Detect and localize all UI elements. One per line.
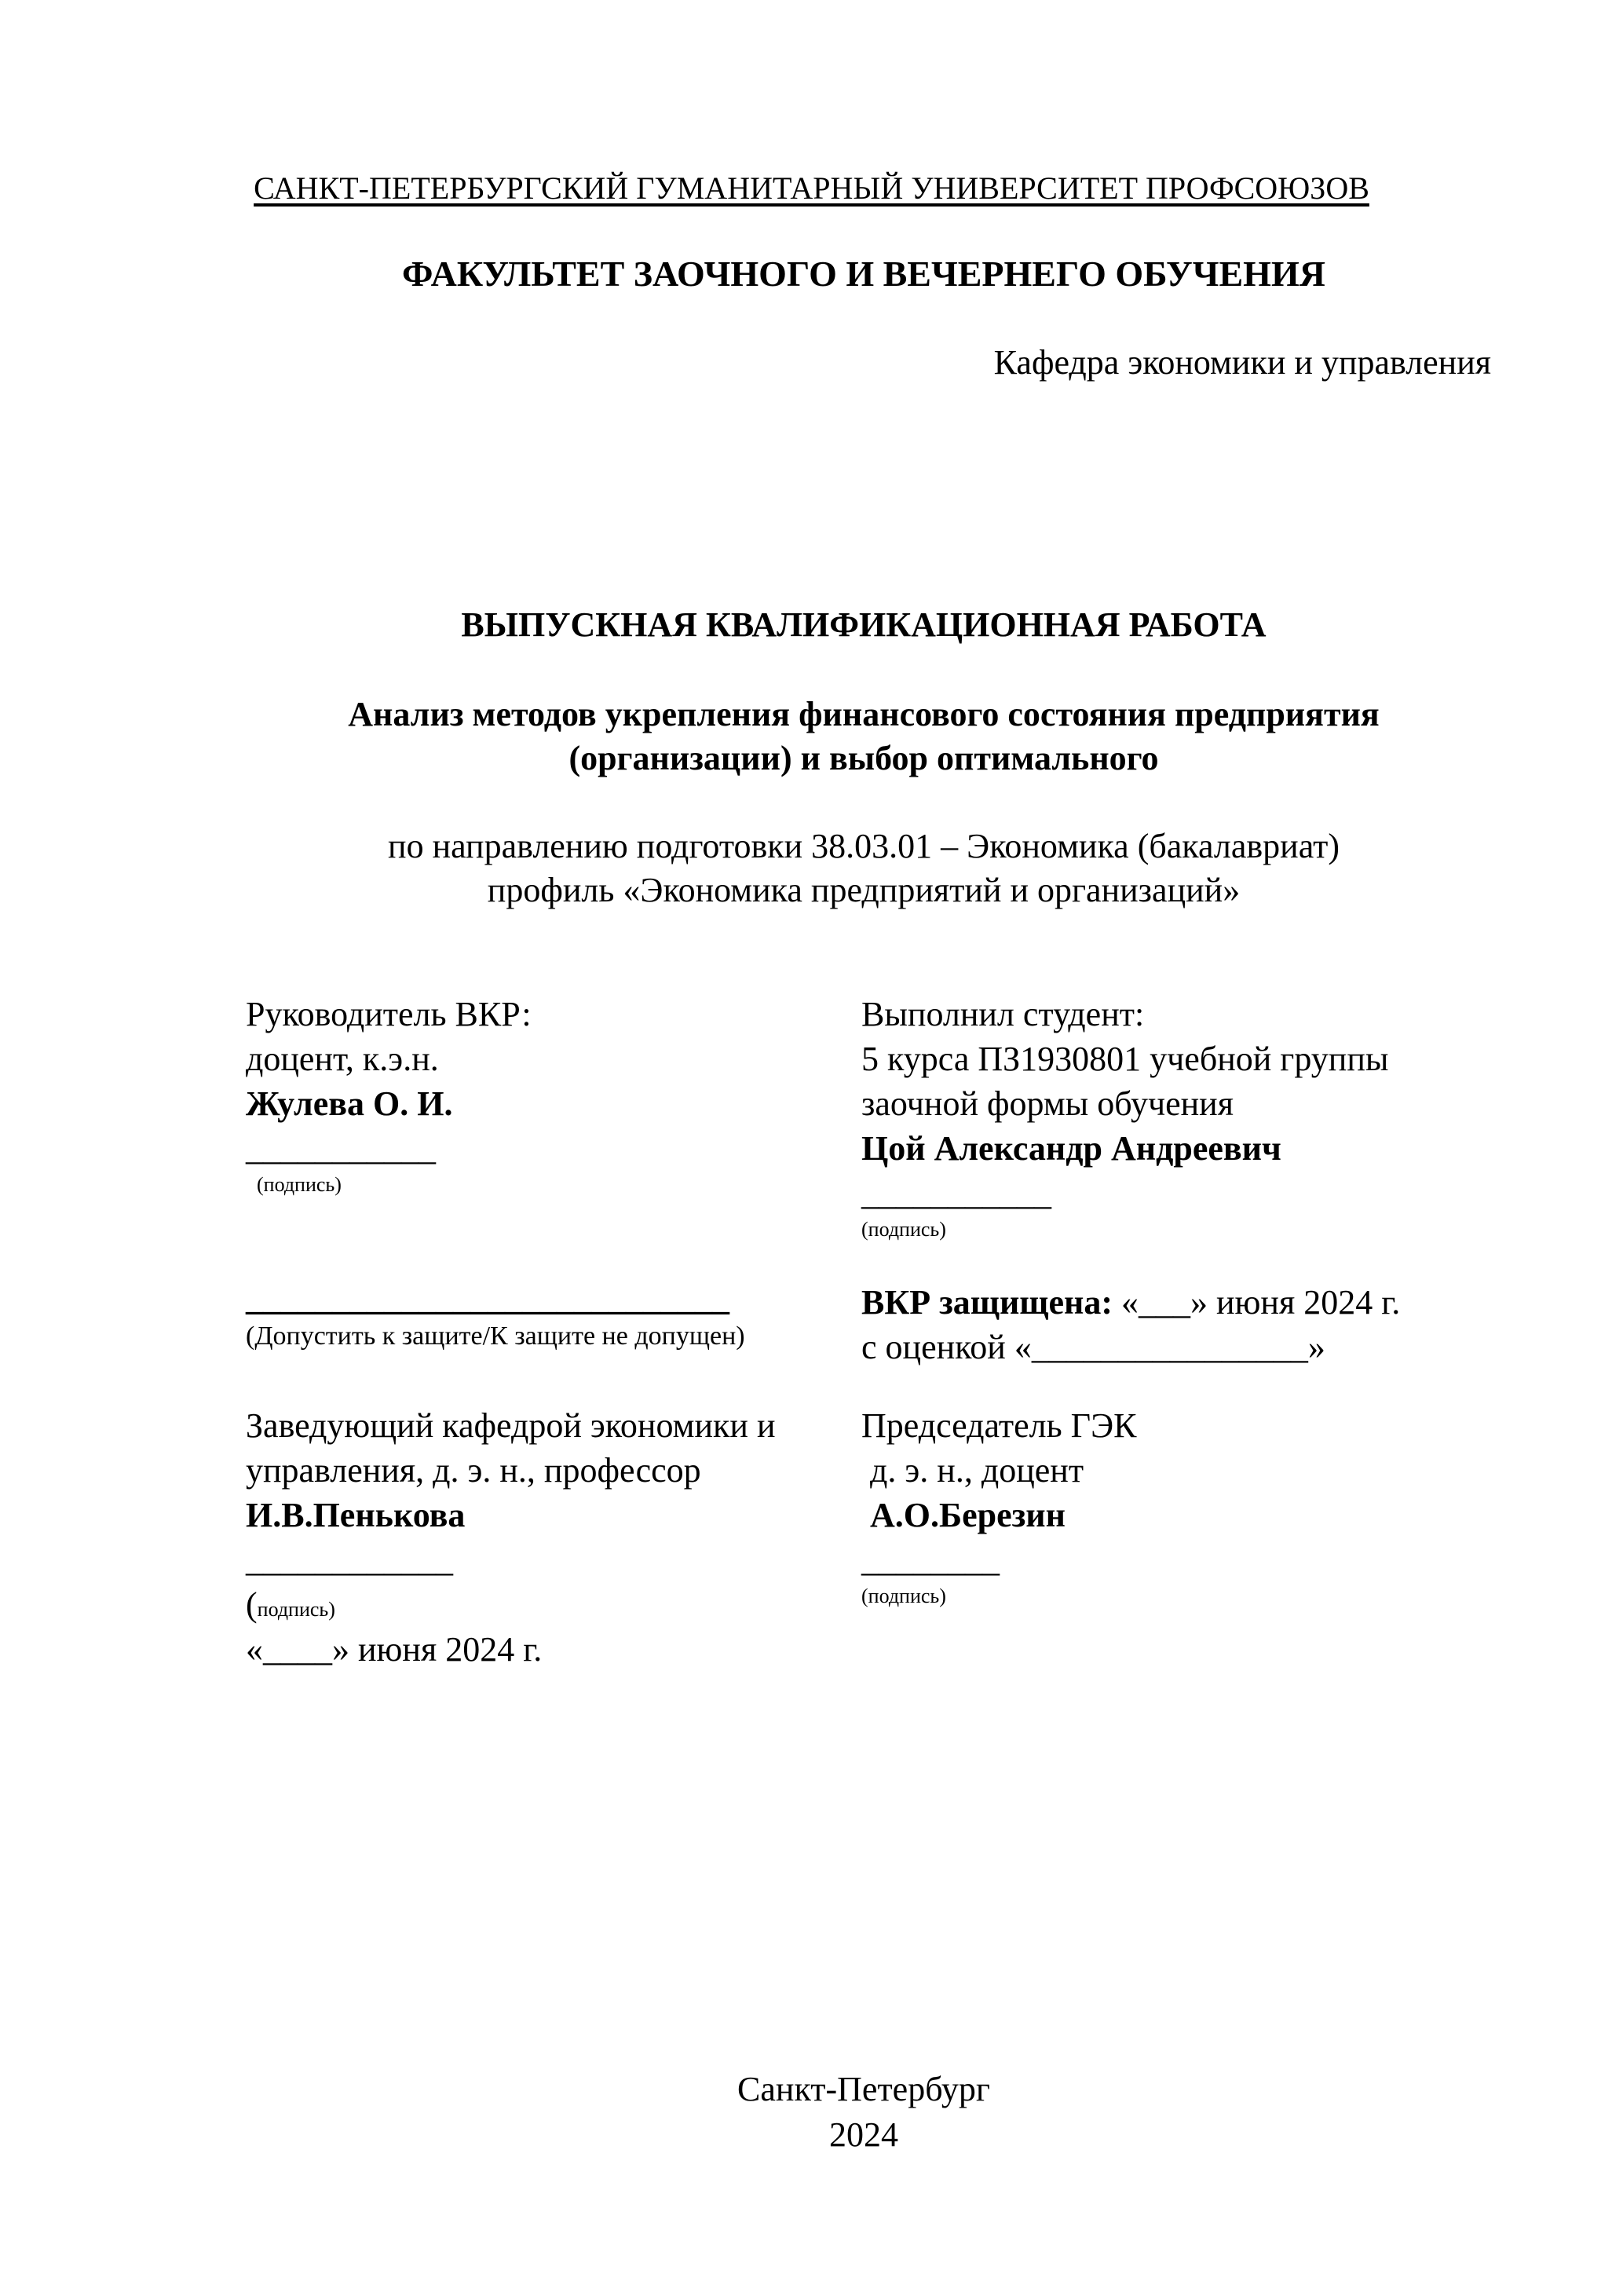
- head-name: И.В.Пенькова: [246, 1496, 466, 1534]
- student-signature-line: ___________: [861, 1174, 1051, 1212]
- student-signature-caption: (подпись): [861, 1218, 946, 1241]
- head-date: «____» июня 2024 г.: [246, 1630, 543, 1669]
- supervisor-signature-caption: (подпись): [257, 1173, 342, 1196]
- study-direction: [196, 824, 1531, 912]
- head-signature-line: ____________: [246, 1541, 453, 1579]
- chair-signature-line: ________: [861, 1541, 1000, 1579]
- work-type-heading: ВЫПУСКНАЯ КВАЛИФИКАЦИОННАЯ РАБОТА: [461, 605, 1267, 644]
- head-signature-caption: (подпись): [246, 1585, 335, 1624]
- thesis-topic: [196, 693, 1531, 781]
- faculty-name: ФАКУЛЬТЕТ ЗАОЧНОГО И ВЕЧЕРНЕГО ОБУЧЕНИЯ: [402, 254, 1325, 294]
- university-name: САНКТ-ПЕТЕРБУРГСКИЙ ГУМАНИТАРНЫЙ УНИВЕРСИТЕТ ПРОФСОЮЗОВ: [254, 170, 1369, 206]
- study-direction-line-1: по направлению подготовки 38.03.01 – Экономика (бакалавриат): [388, 827, 1340, 865]
- defense-block: [861, 1280, 1400, 1369]
- supervisor-position: доцент, к.э.н.: [246, 1040, 439, 1078]
- student-label: Выполнил студент:: [861, 995, 1145, 1033]
- thesis-topic-line-2: (организации) и выбор оптимального: [568, 739, 1159, 777]
- thesis-topic-line-1: Анализ методов укрепления финансового состояния предприятия: [348, 695, 1380, 733]
- head-position-line-1: Заведующий кафедрой экономики и: [246, 1406, 776, 1445]
- supervisor-block: [246, 992, 532, 1199]
- chair-position: д. э. н., доцент: [861, 1451, 1084, 1490]
- study-profile-line: профиль «Экономика предприятий и организаций»: [487, 871, 1241, 909]
- defense-date-row: [861, 1280, 1400, 1325]
- head-block: [246, 1403, 776, 1672]
- defense-date: «___» июня 2024 г.: [1113, 1283, 1401, 1322]
- student-study-form: заочной формы обучения: [861, 1084, 1234, 1123]
- supervisor-label: Руководитель ВКР:: [246, 995, 532, 1033]
- admission-block: [246, 1276, 745, 1352]
- footer: [157, 2067, 1570, 2158]
- chair-label: Председатель ГЭК: [861, 1406, 1137, 1445]
- chair-name: А.О.Березин: [861, 1496, 1066, 1534]
- admission-caption: (Допустить к защите/К защите не допущен): [246, 1322, 745, 1351]
- head-position-line-2: управления, д. э. н., профессор: [246, 1451, 701, 1490]
- defense-label: ВКР защищена:: [861, 1283, 1113, 1322]
- chair-block: [861, 1403, 1137, 1610]
- admission-line: ____________________________: [246, 1279, 729, 1318]
- department-name: Кафедра экономики и управления: [993, 343, 1491, 382]
- supervisor-name: Жулева О. И.: [246, 1084, 453, 1123]
- footer-year: 2024: [829, 2115, 898, 2154]
- student-name: Цой Александр Андреевич: [861, 1129, 1281, 1168]
- student-block: [861, 992, 1388, 1244]
- chair-signature-caption: (подпись): [861, 1585, 946, 1607]
- supervisor-signature-line: ___________: [246, 1129, 436, 1168]
- defense-grade: с оценкой «________________»: [861, 1328, 1325, 1366]
- footer-city: Санкт-Петербург: [737, 2070, 990, 2108]
- student-group: 5 курса ПЗ1930801 учебной группы: [861, 1040, 1389, 1078]
